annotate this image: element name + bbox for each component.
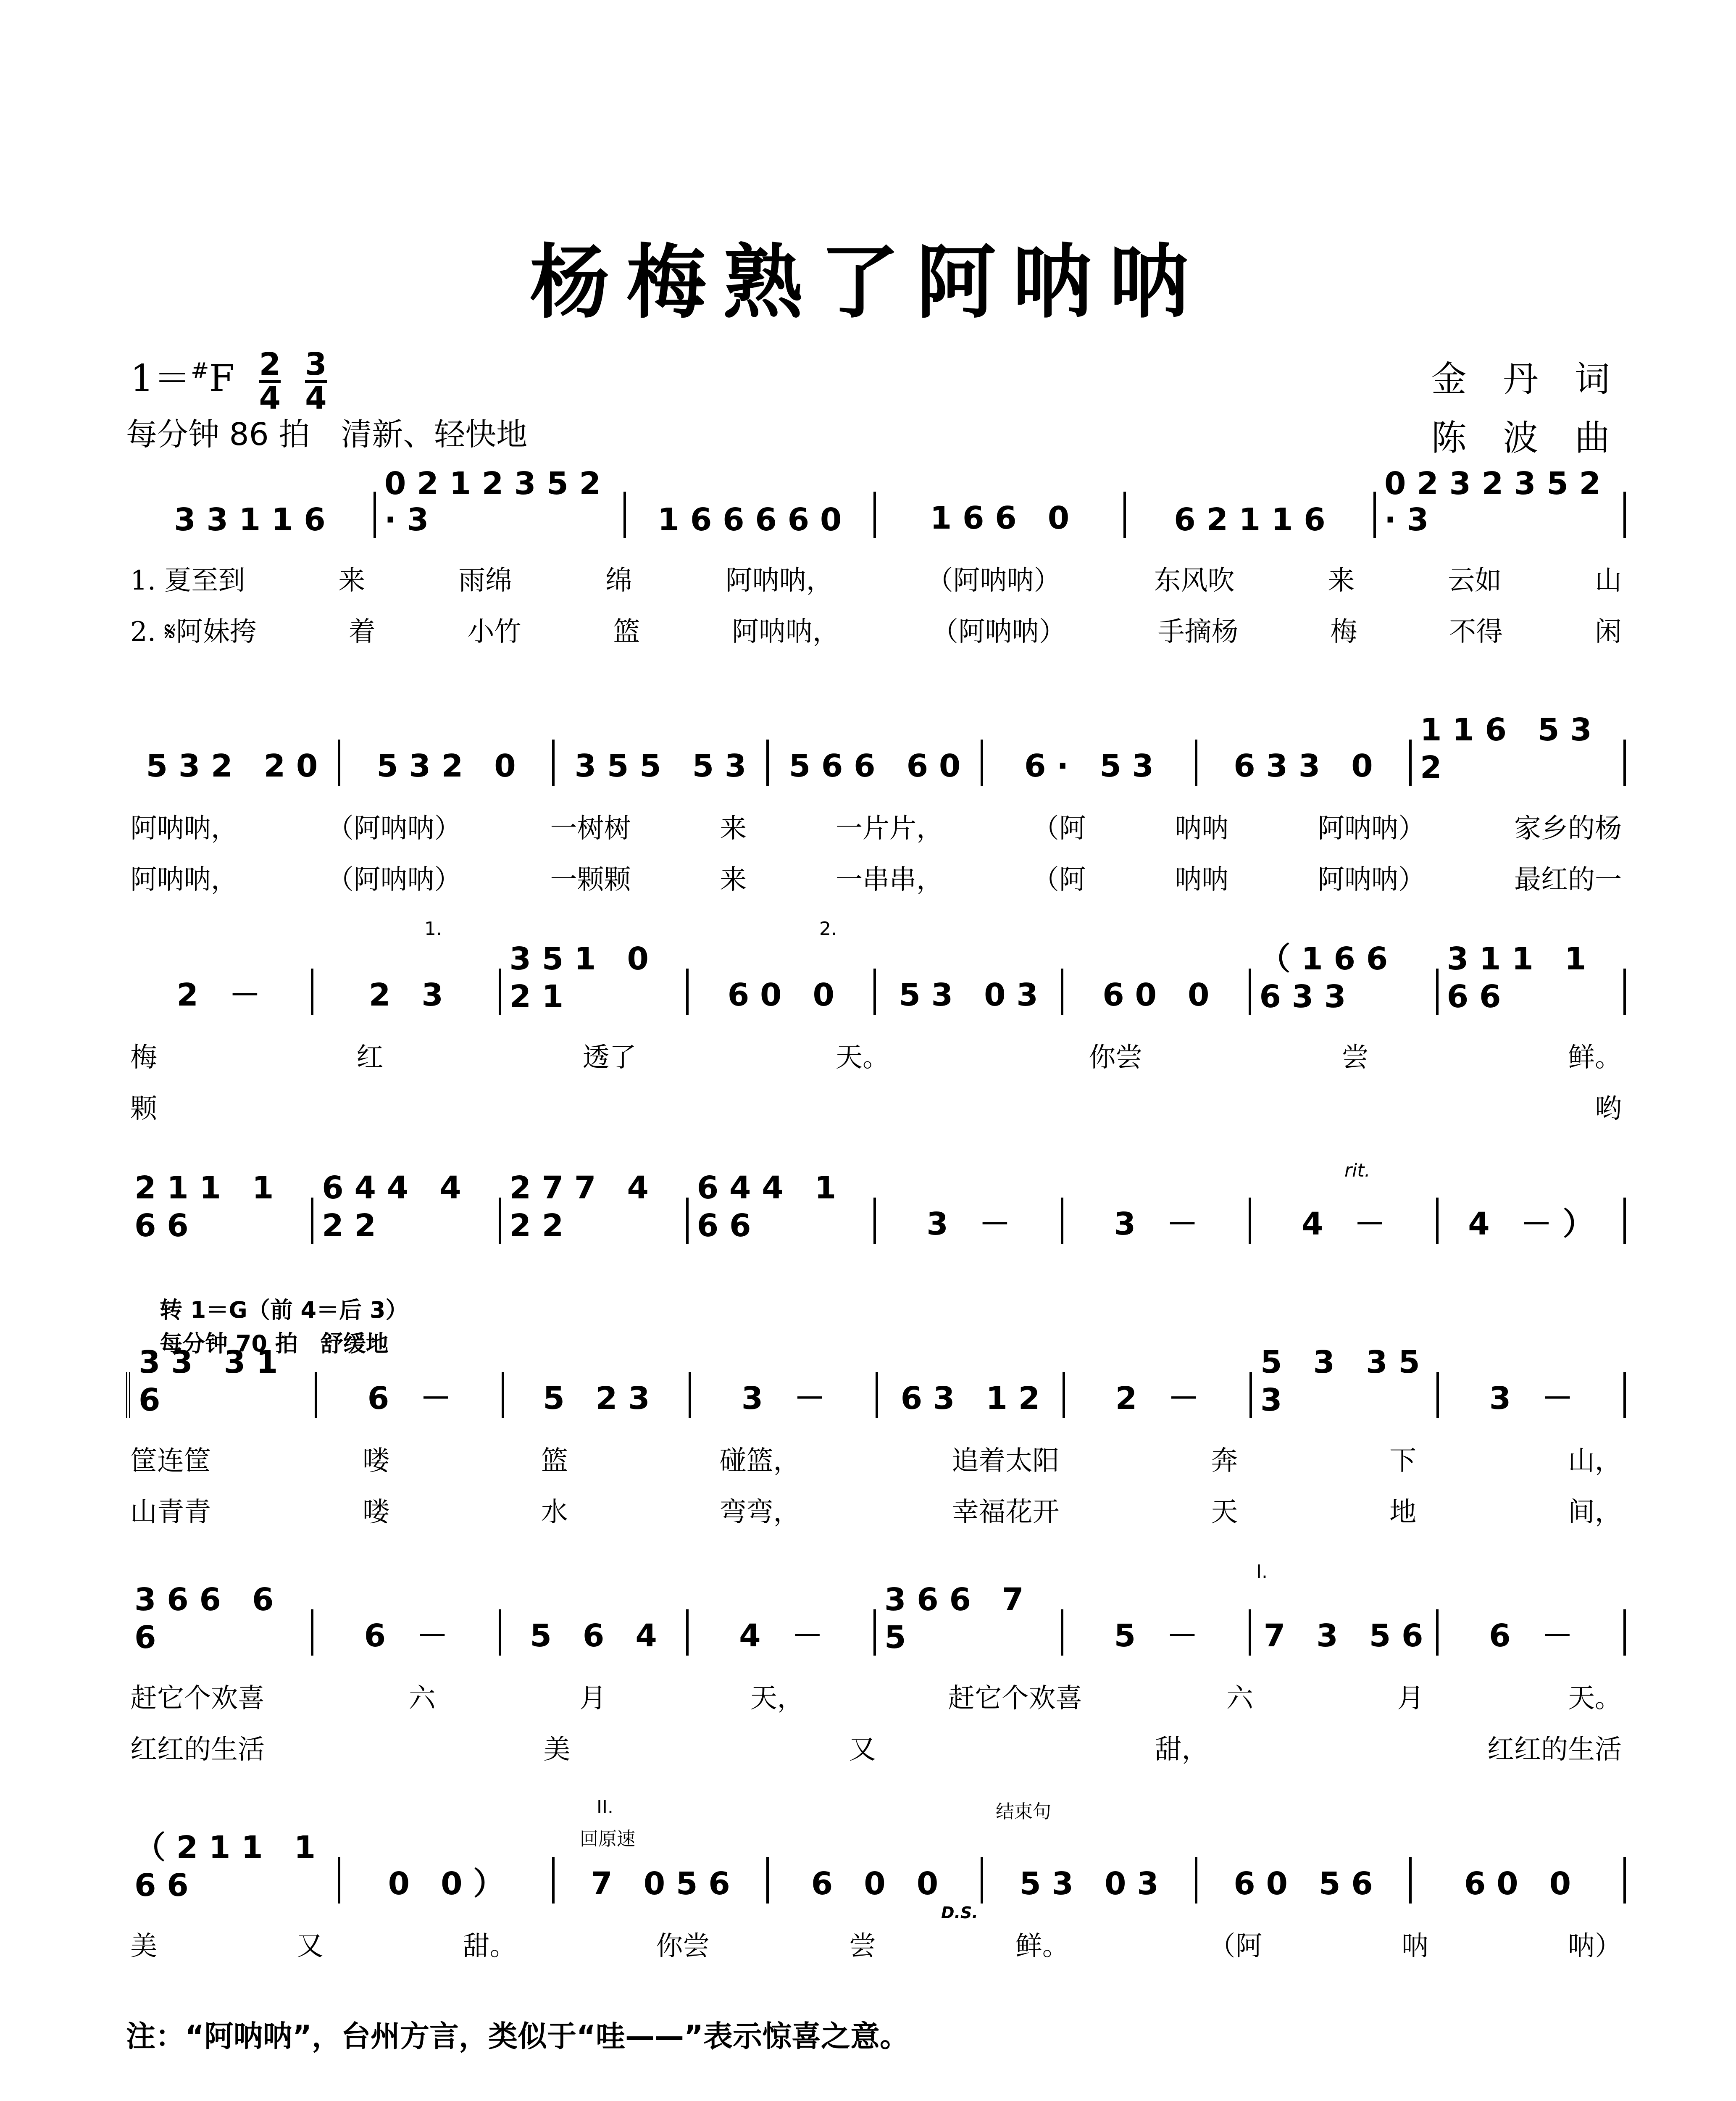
lyric-word: 透了 [582, 1042, 637, 1073]
lyric-word: 红 [356, 1042, 384, 1073]
lyric-word: 喽 [362, 1497, 389, 1528]
lyric-word: 六 [408, 1683, 436, 1714]
lyric-line-1 [126, 807, 1626, 845]
lyric-word: 喽 [362, 1445, 389, 1477]
measure [1251, 941, 1439, 1015]
lyric-word: 绵 [605, 565, 632, 596]
notes: 2 7 7 4 2 2 [509, 1170, 649, 1244]
lyric-word: 着 [348, 616, 376, 648]
notes: （ 1 6 6 6 3 3 [1259, 941, 1419, 1015]
notes: 5 3 3 5 3 [1260, 1344, 1420, 1418]
notes: 6 0 0 [1464, 1866, 1571, 1902]
measure [876, 1582, 1063, 1656]
key-prefix: 1＝ [130, 356, 191, 400]
lyric-line-2 [126, 858, 1626, 897]
measure [313, 1170, 501, 1244]
lyric-word: 你尝 [656, 1931, 710, 1962]
notes: 6 4 4 4 2 2 [322, 1170, 461, 1244]
lyric-word: 篮 [613, 616, 640, 648]
measure [501, 1170, 689, 1244]
notes: 6 0 0 [1102, 977, 1210, 1013]
lyric-word: 红红的生活 [130, 1734, 265, 1765]
sharp-sign: # [191, 358, 209, 384]
lyric-word: 阿呐呐） [1318, 864, 1426, 895]
notes: 3 － [926, 1206, 1010, 1242]
score-row [126, 941, 1626, 1126]
lyric-word: （阿呐呐） [931, 616, 1066, 648]
lyric-word: 尝 [849, 1931, 876, 1962]
measure [501, 941, 689, 1015]
lyric-word: 奔 [1211, 1445, 1238, 1477]
time-signature-3-4 [305, 346, 327, 416]
measure [689, 969, 876, 1015]
tempo-resume-mark: 回原速 [580, 1828, 635, 1850]
rit-mark: rit. [1344, 1160, 1370, 1181]
notes: 6 － [367, 1380, 452, 1416]
lyric-word: 月 [1397, 1683, 1424, 1714]
measure-line [126, 712, 1626, 786]
lyric-word: 颗 [130, 1093, 157, 1124]
lyric-word: 最红的一 [1514, 864, 1622, 895]
notes: 6 3 3 0 [1234, 748, 1373, 784]
measure [126, 969, 313, 1015]
lyric-word: 山 [1595, 565, 1622, 596]
notes: 6 － [1489, 1618, 1573, 1654]
notes: 3 － [1114, 1206, 1198, 1242]
lyric-word: 山青青 [130, 1497, 211, 1528]
lyric-word: 天 [1211, 1497, 1238, 1528]
lyric-word: 来 [338, 565, 366, 596]
measure [1126, 492, 1376, 538]
notes: 5 2 3 [543, 1380, 650, 1416]
measure [126, 1830, 340, 1904]
lyric-word: 哟 [1595, 1093, 1622, 1124]
notes: 5 6 6 6 0 [789, 748, 961, 784]
lyric-word: 筐连筐 [130, 1445, 211, 1477]
lyric-word: 一片片， [836, 813, 943, 844]
lyric-word: 闲 [1594, 616, 1622, 648]
lyric-word: 山， [1568, 1445, 1622, 1477]
lyric-word: 天。 [1568, 1683, 1622, 1714]
lyric-word: 2. 𝄋阿妹挎 [130, 616, 257, 648]
composer-credit: 陈 波 曲 [1431, 417, 1623, 458]
lyric-word: （阿 [1208, 1931, 1263, 1962]
lyric-word: 尝 [1341, 1042, 1369, 1073]
lyric-word: 间， [1568, 1497, 1622, 1528]
notes: 5 3 0 3 [1019, 1866, 1159, 1902]
lyric-word: （阿 [1032, 864, 1086, 895]
measure [340, 1857, 555, 1904]
volta-1-label: 1. [424, 918, 442, 940]
measure [1251, 1609, 1439, 1656]
volta-I-label: I. [1256, 1561, 1268, 1582]
notes: 7 0 5 6 [591, 1866, 730, 1902]
ds-mark: D.S. [941, 1904, 978, 1922]
notes: 3 5 5 5 3 [574, 748, 747, 784]
notes: 3 3 1 1 6 [174, 502, 326, 538]
notes: 5 3 2 0 [376, 748, 516, 784]
lyric-word: 来 [720, 864, 747, 895]
measure [1197, 1857, 1412, 1904]
lyric-line-1 [126, 1439, 1626, 1478]
lyric-word: 红红的生活 [1487, 1734, 1622, 1765]
measure [501, 1609, 689, 1656]
lyric-word: 甜。 [463, 1931, 517, 1962]
notes: 6 － [364, 1618, 448, 1654]
measure [317, 1372, 504, 1418]
measure [689, 1609, 876, 1656]
lyric-word: 阿呐呐， [130, 864, 238, 895]
lyric-line-2 [126, 1490, 1626, 1529]
notes: 3 1 1 1 6 6 [1447, 941, 1586, 1015]
measure [691, 1372, 878, 1418]
lyric-word: 天。 [835, 1042, 889, 1073]
measure [876, 1198, 1063, 1244]
lyric-word: 阿呐呐） [1318, 813, 1426, 844]
measure-line [126, 466, 1626, 538]
notes: 2 － [176, 977, 260, 1013]
measure [504, 1372, 691, 1418]
lyric-word: 天， [750, 1683, 804, 1714]
lyric-word: 赶它个欢喜 [948, 1683, 1083, 1714]
measure [1439, 1198, 1626, 1244]
lyric-line-2 [126, 610, 1626, 649]
lyric-line-1 [126, 1036, 1626, 1074]
measure [1063, 969, 1251, 1015]
measure [313, 1609, 501, 1656]
measure [376, 466, 626, 538]
tempo-marking-2: 每分钟 70 拍 舒缓地 [160, 1330, 389, 1357]
lyric-word: 下 [1389, 1445, 1417, 1477]
lyric-word: 追着太阳 [952, 1445, 1060, 1477]
notes: 3 6 6 7 5 [884, 1582, 1024, 1656]
measure [1376, 466, 1626, 538]
modulation-marking: 转 1＝G（前 4＝后 3） [160, 1297, 408, 1323]
score-row [126, 712, 1626, 897]
notes: 4 － [1301, 1206, 1386, 1242]
lyric-line-1 [126, 559, 1626, 598]
measure [555, 740, 769, 786]
lyric-word: 阿呐呐， [725, 565, 833, 596]
measure-line [126, 941, 1626, 1015]
lyric-word: 甜， [1155, 1734, 1209, 1765]
volta-II-label: II. [597, 1796, 613, 1818]
lyric-word: 鲜。 [1015, 1931, 1069, 1962]
measure-line [126, 1344, 1626, 1418]
notes: 5 6 4 [530, 1618, 657, 1654]
notes: 0 2 3 2 3 5 2 · 3 [1384, 466, 1601, 538]
notes: 6 4 4 1 6 6 [697, 1170, 836, 1244]
measure [689, 1170, 876, 1244]
notes: 3 3 3 1 6 [139, 1344, 278, 1418]
lyric-word: 幸福花开 [952, 1497, 1060, 1528]
ts1-bottom: 4 [259, 380, 281, 416]
lyric-word: 一串串， [836, 864, 943, 895]
lyric-word: 云如 [1448, 565, 1502, 596]
lyric-word: 手摘杨 [1157, 616, 1239, 648]
lyric-word: 来 [1328, 565, 1355, 596]
notes: 6 0 0 [811, 1866, 939, 1902]
coda-section-label: 结束句 [996, 1801, 1051, 1822]
score-row [126, 1582, 1626, 1767]
lyric-word: 小竹 [467, 616, 521, 648]
lyric-word: 赶它个欢喜 [130, 1683, 265, 1714]
lyric-word: 呐） [1568, 1931, 1622, 1962]
measure [983, 740, 1197, 786]
lyric-word: 一颗颗 [550, 864, 631, 895]
measure [983, 1857, 1197, 1904]
measure [126, 740, 340, 786]
lyric-word: 美 [130, 1931, 157, 1962]
notes: 2 1 1 1 6 6 [134, 1170, 274, 1244]
measure [1439, 941, 1626, 1015]
notes: 6 0 0 [727, 977, 834, 1013]
measure [769, 740, 983, 786]
lyric-word: 呐呐 [1175, 864, 1229, 895]
measure [1063, 1198, 1251, 1244]
lyric-word: （阿呐呐） [326, 813, 461, 844]
notes: 0 0 ） [388, 1866, 505, 1902]
measure [1063, 1609, 1251, 1656]
notes: 2 3 [368, 977, 443, 1013]
measure [130, 1344, 317, 1418]
lyric-word: 六 [1226, 1683, 1253, 1714]
measure [876, 969, 1063, 1015]
notes: 6 2 1 1 6 [1174, 502, 1326, 538]
notes: 5 － [1114, 1618, 1198, 1654]
measure [1252, 1344, 1439, 1418]
measure [876, 492, 1126, 538]
measure [126, 492, 376, 538]
lyric-word: （阿 [1032, 813, 1086, 844]
lyric-word: 又 [849, 1734, 876, 1765]
lyric-line-1 [126, 1677, 1626, 1715]
notes: 1 6 6 0 [930, 500, 1070, 536]
lyric-word: 美 [543, 1734, 571, 1765]
notes: 5 3 2 2 0 [146, 748, 318, 784]
lyric-word: 梅 [130, 1042, 157, 1073]
notes: 3 6 6 6 6 [134, 1582, 274, 1656]
lyricist-credit: 金 丹 词 [1431, 358, 1623, 400]
measure [769, 1857, 983, 1904]
notes: 6 · 5 3 [1024, 748, 1154, 784]
notes: 1 6 6 6 6 0 [658, 502, 842, 538]
lyric-word: 月 [579, 1683, 607, 1714]
measure [1251, 1198, 1439, 1244]
lyric-word: 阿呐呐， [130, 813, 238, 844]
lyric-word: 雨绵 [458, 565, 513, 596]
notes: 2 － [1115, 1380, 1199, 1416]
lyric-word: 呐 [1402, 1931, 1429, 1962]
key-note: F [209, 356, 235, 400]
volta-2-label: 2. [819, 918, 837, 940]
lyric-word: 地 [1389, 1497, 1417, 1528]
notes: 3 5 1 0 2 1 [509, 941, 649, 1015]
measure [340, 740, 555, 786]
lyric-word: （阿呐呐） [326, 864, 461, 895]
notes: 1 1 6 5 3 2 [1420, 712, 1592, 786]
lyric-word: 鲜。 [1568, 1042, 1622, 1073]
ts2-top: 3 [305, 346, 327, 382]
notes: 5 3 0 3 [899, 977, 1038, 1013]
lyric-line-2 [126, 1087, 1626, 1126]
measure [626, 492, 876, 538]
notes: 3 － [741, 1380, 826, 1416]
ts1-top: 2 [259, 346, 281, 382]
score-row [126, 1344, 1626, 1529]
measure [555, 1857, 769, 1904]
lyric-word: （阿呐呐） [926, 565, 1061, 596]
notes: 4 － ） [1468, 1206, 1594, 1242]
measure [1439, 1609, 1626, 1656]
lyric-word: 你尝 [1089, 1042, 1143, 1073]
lyric-word: 一树树 [550, 813, 631, 844]
lyric-word: 水 [541, 1497, 568, 1528]
measure [1412, 712, 1626, 786]
lyric-word: 家乡的杨 [1514, 813, 1622, 844]
measure [313, 969, 501, 1015]
lyric-word: 弯弯， [719, 1497, 800, 1528]
lyric-word: 呐呐 [1175, 813, 1229, 844]
measure [126, 1582, 313, 1656]
lyric-word: 1. 夏至到 [130, 565, 245, 596]
footnote: 注：“阿呐呐”，台州方言，类似于“哇——”表示惊喜之意。 [126, 2019, 910, 2054]
measure [878, 1372, 1065, 1418]
score-row [126, 466, 1626, 649]
lyric-word: 篮 [541, 1445, 568, 1477]
notes: （ 2 1 1 1 6 6 [134, 1830, 316, 1904]
lyric-word: 又 [296, 1931, 324, 1962]
ts2-bottom: 4 [305, 380, 327, 416]
lyric-word: 梅 [1330, 616, 1357, 648]
time-signature-2-4 [259, 346, 281, 416]
lyric-line-2 [126, 1728, 1626, 1767]
notes: 7 3 5 6 [1263, 1618, 1423, 1654]
notes: 6 3 1 2 [900, 1380, 1040, 1416]
key-signature [130, 346, 327, 416]
tempo-marking: 每分钟 86 拍 清新、轻快地 [126, 416, 528, 453]
lyric-line-1 [126, 1925, 1626, 1963]
measure [1412, 1857, 1626, 1904]
notes: 6 0 5 6 [1234, 1866, 1373, 1902]
lyric-word: 东风吹 [1154, 565, 1235, 596]
measure [1439, 1372, 1626, 1418]
measure [1197, 740, 1412, 786]
measure [1065, 1372, 1252, 1418]
song-title: 杨梅熟了阿呐呐 [529, 235, 1206, 329]
lyric-word: 不得 [1449, 616, 1503, 648]
lyric-word: 碰篮， [719, 1445, 800, 1477]
measure-line [126, 1582, 1626, 1656]
lyric-word: 阿呐呐， [732, 616, 840, 648]
measure [126, 1170, 313, 1244]
notes: 3 － [1489, 1380, 1573, 1416]
lyric-word: 来 [720, 813, 747, 844]
notes: 0 2 1 2 3 5 2 · 3 [384, 466, 601, 538]
notes: 4 － [739, 1618, 823, 1654]
